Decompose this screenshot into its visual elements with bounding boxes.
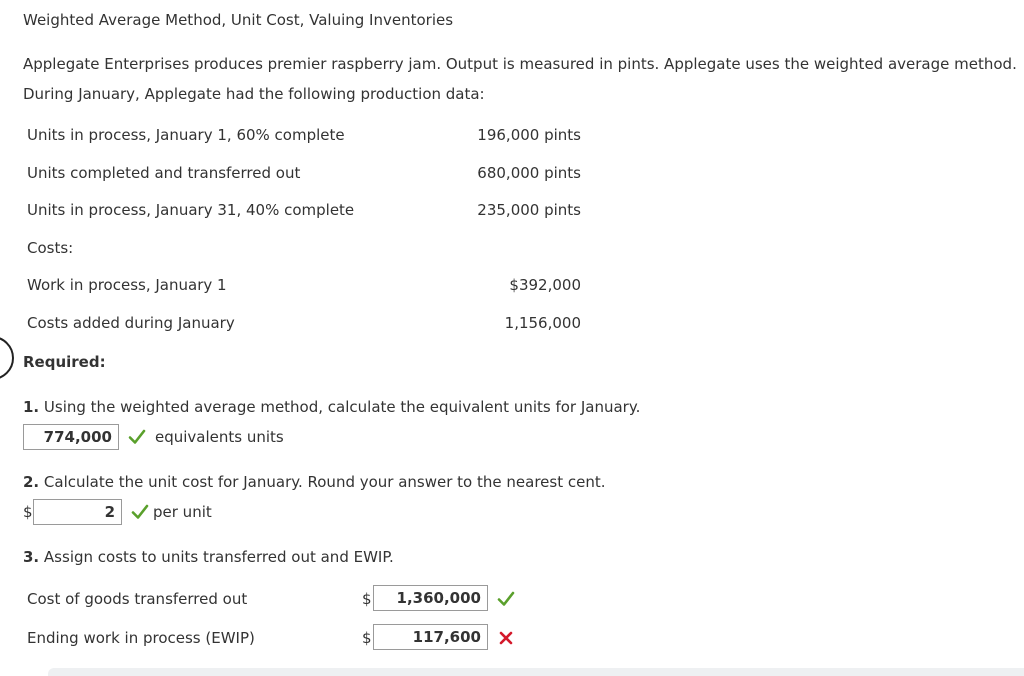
cost-value: 1,156,000 [504,314,581,332]
question-number: 1. [23,398,40,416]
unit-cost-input[interactable]: 2 [33,499,122,525]
production-value: 680,000 pints [477,164,581,182]
production-label: Units in process, January 31, 40% complete [27,201,355,219]
check-icon [131,503,149,521]
cogs-transferred-input[interactable]: 1,360,000 [373,585,488,611]
currency-symbol: $ [362,629,372,647]
question-number: 3. [23,548,40,566]
ewip-input[interactable]: 117,600 [373,624,488,650]
currency-symbol: $ [362,590,372,608]
question-number: 2. [23,473,40,491]
page-title: Weighted Average Method, Unit Cost, Valuing Inventories [23,11,454,29]
footer-bar [48,668,1024,676]
cogs-transferred-label: Cost of goods transferred out [27,590,248,608]
costs-heading: Costs: [27,239,74,257]
production-label: Units in process, January 1, 60% complete [27,126,345,144]
production-label: Units completed and transferred out [27,164,301,182]
currency-symbol: $ [23,503,33,521]
sidebar-edge-circle [0,336,14,380]
intro-line-2: During January, Applegate had the following production data: [23,85,485,103]
question-3 [23,548,394,566]
cost-value: $392,000 [509,276,581,294]
question-1 [23,398,640,416]
check-icon [497,590,515,608]
question-text: Calculate the unit cost for January. Round your answer to the nearest cent. [43,473,606,491]
equivalent-units-label: equivalents units [155,428,284,446]
cost-label: Costs added during January [27,314,235,332]
cost-label: Work in process, January 1 [27,276,227,294]
question-text: Assign costs to units transferred out and EWIP. [43,548,394,566]
equivalent-units-input[interactable]: 774,000 [23,424,119,450]
required-heading: Required: [23,353,106,371]
production-value: 235,000 pints [477,201,581,219]
x-mark-icon [498,630,514,646]
production-value: 196,000 pints [477,126,581,144]
question-text: Using the weighted average method, calculate the equivalent units for January. [43,398,641,416]
check-icon [128,428,146,446]
intro-line-1: Applegate Enterprises produces premier raspberry jam. Output is measured in pints. Applegate uses the weighted average method. [23,55,1017,73]
question-2 [23,473,605,491]
ewip-label: Ending work in process (EWIP) [27,629,255,647]
per-unit-label: per unit [153,503,212,521]
